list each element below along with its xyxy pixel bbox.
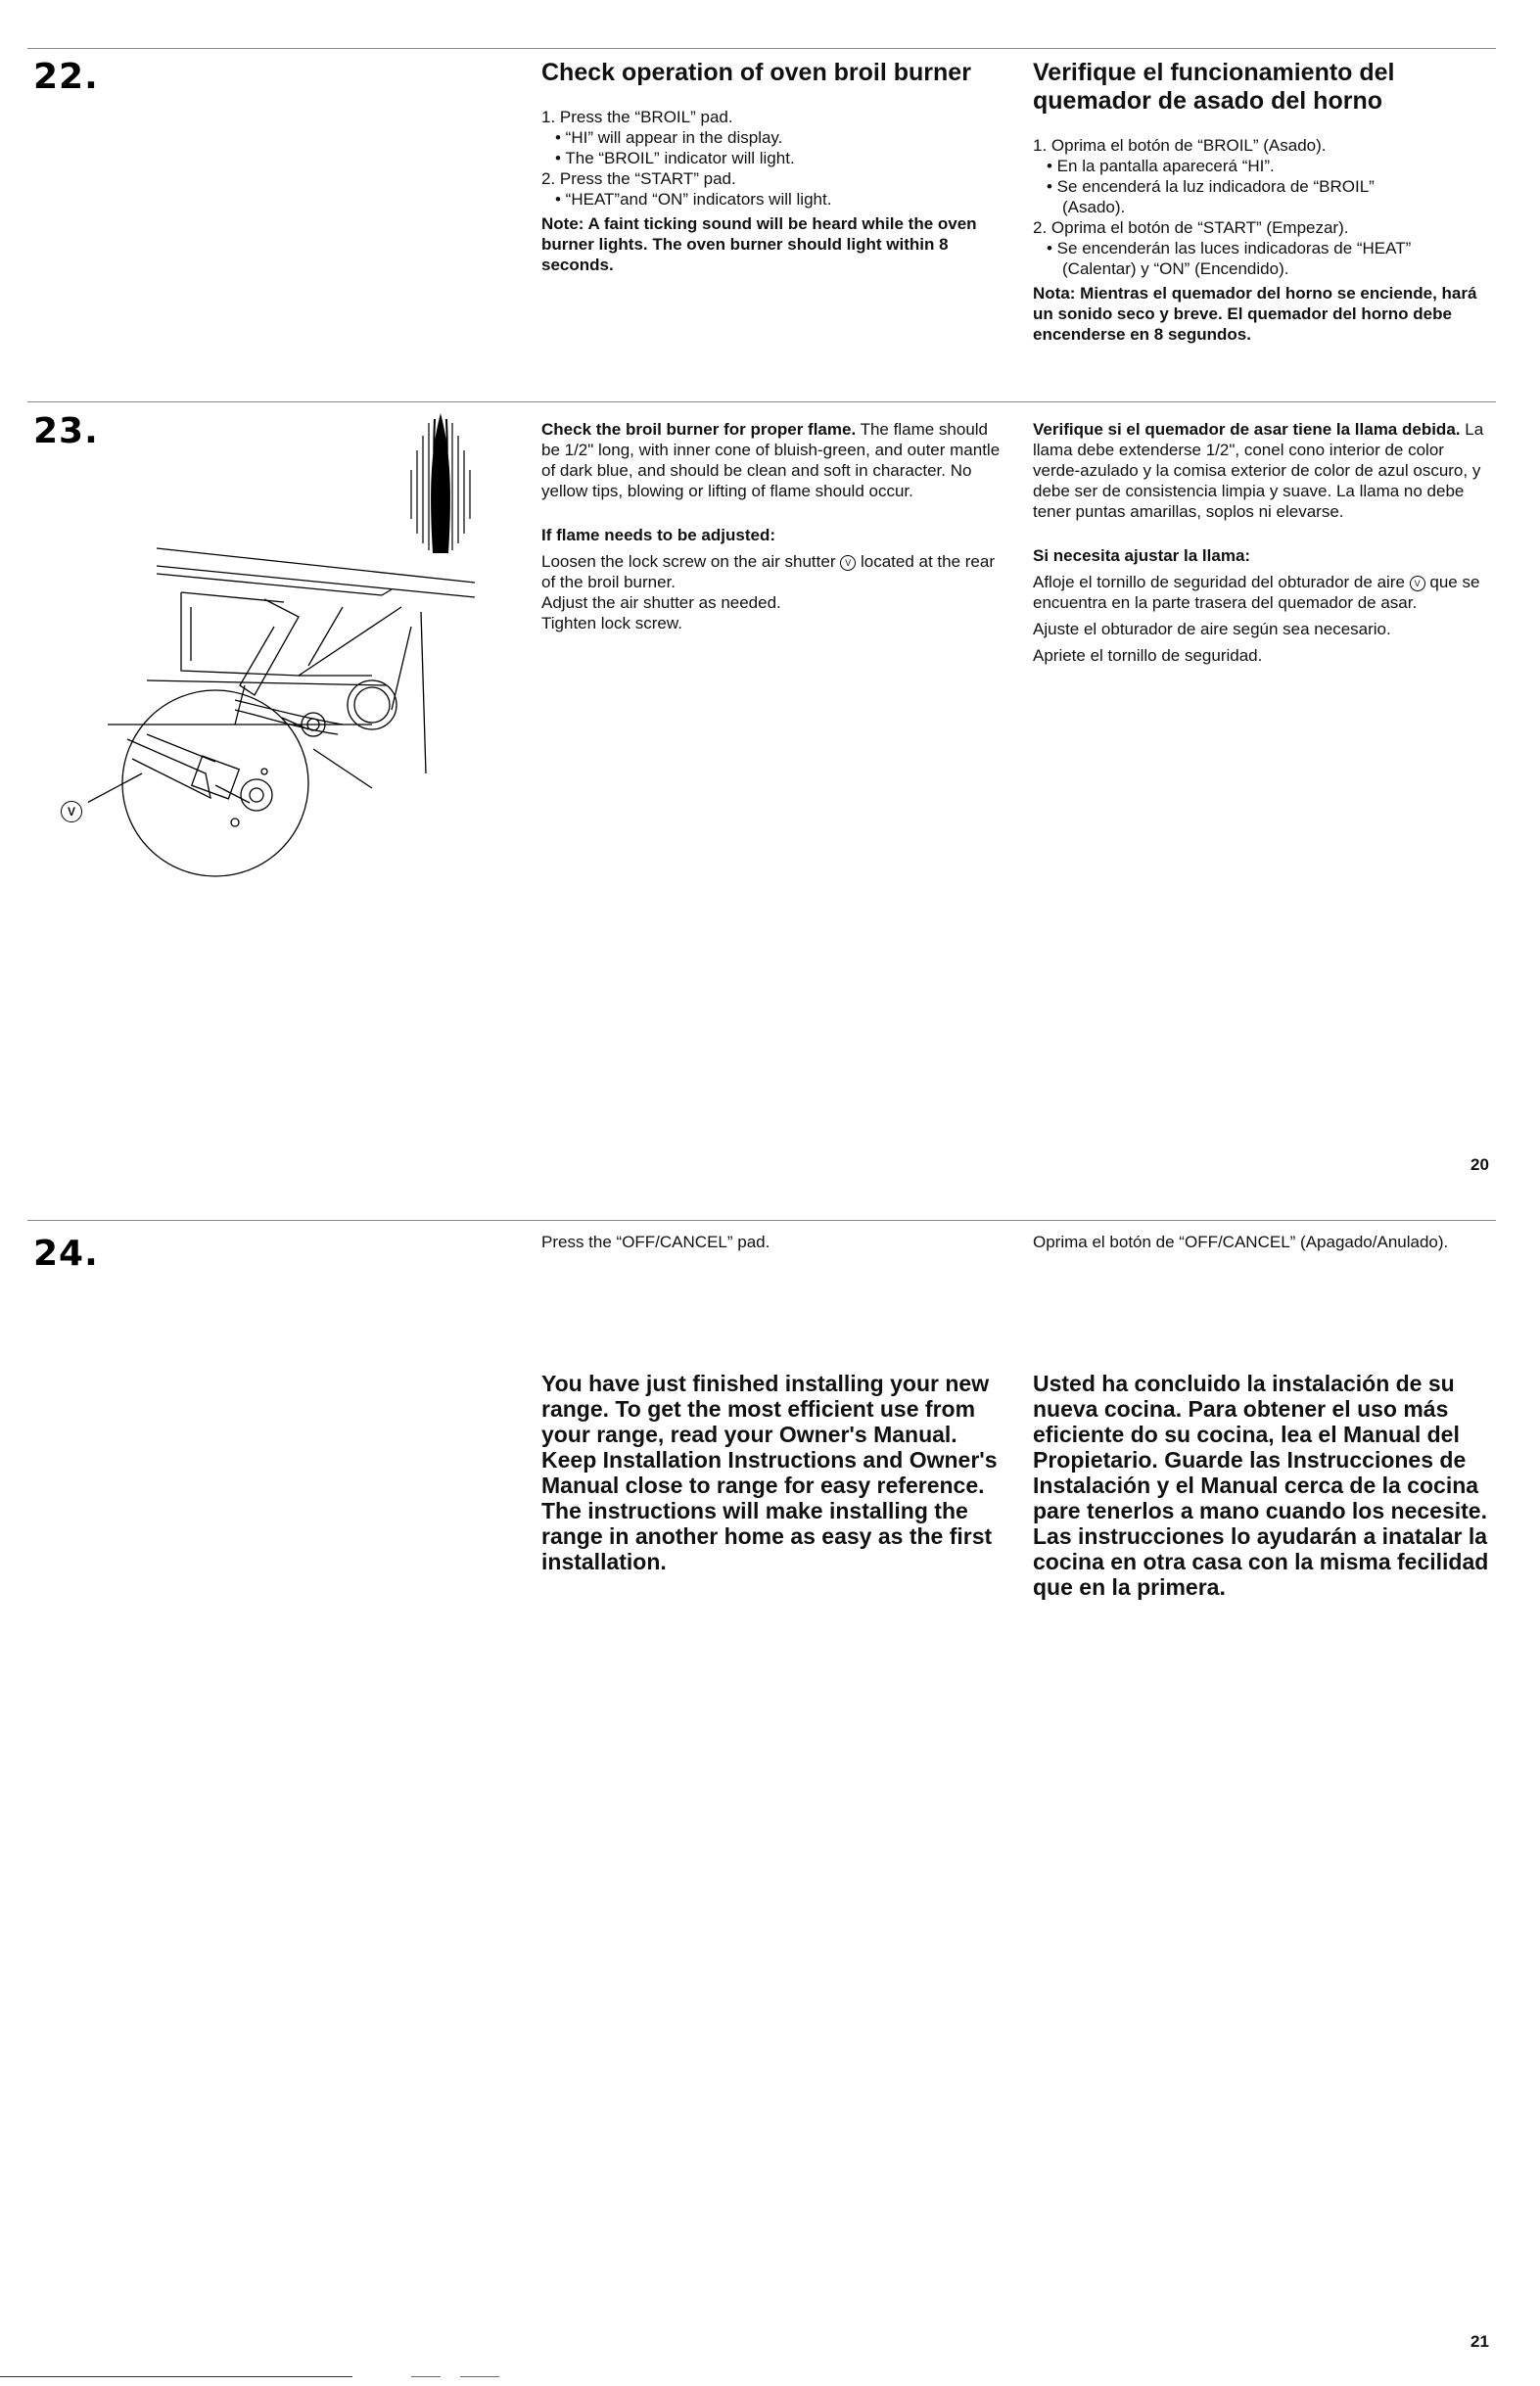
step-24-press-es: Oprima el botón de “OFF/CANCEL” (Apagado/Anulado). xyxy=(1033,1233,1449,1251)
step-23-body-en: Check the broil burner for proper flame. The flame should be 1/2" long, with inner cone of bluish-green, and outer mantle of dark blue, and should be clean and soft in character. No yellow tips, blowing or lifting of flame should occur. xyxy=(541,420,1001,500)
step-23-body-es: Verifique si el quemador de asar tiene la llama debida. La llama debe extenderse 1/2", conel cono interior de color verde-azulado y la comisa exterior de color de azul oscuro, y debe ser de consistencia limpia y suave. La llama no debe tener puntas amarillas, soplos ni elevarse. xyxy=(1033,420,1484,521)
closing-message-en: You have just finished installing your new range. To get the most efficient use from your range, read your Owner's Manual. Keep Installation Instructions and Owner's Manual close to range for easy reference. The instructions will make installing the range in another home as easy as the first installation. xyxy=(541,1371,998,1574)
step-number-23: 23. xyxy=(33,411,99,451)
step-23-english xyxy=(541,419,1002,633)
list-item: • En la pantalla aparecerá “HI”. xyxy=(1047,157,1275,175)
list-item: (Calentar) y “ON” (Encendido). xyxy=(1062,259,1289,278)
list-item: • “HEAT”and “ON” indicators will light. xyxy=(555,190,832,209)
closing-message-es: Usted ha concluido la instalación de su nueva cocina. Para obtener el uso más eficiente do su cocina, lea el Manual del Propietario. Guarde las Instrucciones de Instalación y el Manual cerca de la cocina pare tenerlos a mano cuando los necesite. Las instrucciones lo ayudarán a inatalar la cocina en otra casa con la misma fecilidad que en la primera. xyxy=(1033,1371,1489,1600)
broil-burner-illustration xyxy=(88,538,480,891)
step-23-adjust-title-es: Si necesita ajustar la llama: xyxy=(1033,546,1251,565)
section-divider-24 xyxy=(27,1220,1496,1221)
bottom-edge-line xyxy=(0,2376,352,2377)
step-23-spanish xyxy=(1033,419,1493,666)
step-23-adjust-3-en: Tighten lock screw. xyxy=(541,614,682,632)
page-number-20: 20 xyxy=(1470,1155,1489,1174)
section-divider-22 xyxy=(27,48,1496,49)
air-shutter-icon: V xyxy=(1410,576,1425,591)
list-item: • “HI” will appear in the display. xyxy=(555,128,783,147)
step-23-adjust-1-en: Loosen the lock screw on the air shutter V located at the rear of the broil burner. xyxy=(541,552,995,591)
step-number-22: 22. xyxy=(33,57,99,97)
section-divider-23 xyxy=(27,401,1496,402)
step-23-lead-es: Verifique si el quemador de asar tiene la llama debida. xyxy=(1033,420,1461,439)
bottom-edge-dash xyxy=(460,2376,499,2377)
list-item: • Se encenderá la luz indicadora de “BROIL” xyxy=(1047,177,1375,196)
step-22-note-en: Note: A faint ticking sound will be heard while the oven burner lights. The oven burner should light within 8 seconds. xyxy=(541,214,977,274)
step-22-english xyxy=(541,59,1011,275)
step-23-adjust-2-en: Adjust the air shutter as needed. xyxy=(541,593,781,612)
step-22-note-es: Nota: Mientras el quemador del horno se enciende, hará un sonido seco y breve. El quemador del horno debe encenderse en 8 segundos. xyxy=(1033,284,1477,344)
step-22-title-en: Check operation of oven broil burner xyxy=(541,59,971,86)
flame-illustration xyxy=(401,411,480,558)
step-22-title-es: Verifique el funcionamiento del quemador de asado del horno xyxy=(1033,59,1395,115)
step-22-list-en xyxy=(541,107,1011,210)
list-item: 1. Press the “BROIL” pad. xyxy=(541,108,733,126)
step-23-lead-en: Check the broil burner for proper flame. xyxy=(541,420,857,439)
page-number-21: 21 xyxy=(1470,2332,1489,2351)
list-item: 1. Oprima el botón de “BROIL” (Asado). xyxy=(1033,136,1327,155)
air-shutter-callout: V xyxy=(61,801,82,822)
step-22-spanish xyxy=(1033,59,1503,345)
step-22-list-es xyxy=(1033,135,1503,279)
list-item: 2. Oprima el botón de “START” (Empezar). xyxy=(1033,218,1349,237)
list-item: • Se encenderán las luces indicadoras de “HEAT” xyxy=(1047,239,1412,257)
step-23-adjust-1-es: Afloje el tornillo de seguridad del obturador de aire V que se encuentra en la parte trasera del quemador de asar. xyxy=(1033,573,1480,612)
step-23-adjust-3-es: Apriete el tornillo de seguridad. xyxy=(1033,646,1263,665)
list-item: (Asado). xyxy=(1062,198,1126,216)
step-number-24: 24. xyxy=(33,1234,99,1274)
step-23-adjust-2-es: Ajuste el obturador de aire según sea necesario. xyxy=(1033,620,1391,638)
list-item: • The “BROIL” indicator will light. xyxy=(555,149,795,167)
bottom-edge-dash xyxy=(411,2376,441,2377)
step-23-adjust-title-en: If flame needs to be adjusted: xyxy=(541,526,775,544)
list-item: 2. Press the “START” pad. xyxy=(541,169,736,188)
air-shutter-icon: V xyxy=(840,555,856,571)
step-24-press-en: Press the “OFF/CANCEL” pad. xyxy=(541,1233,770,1251)
